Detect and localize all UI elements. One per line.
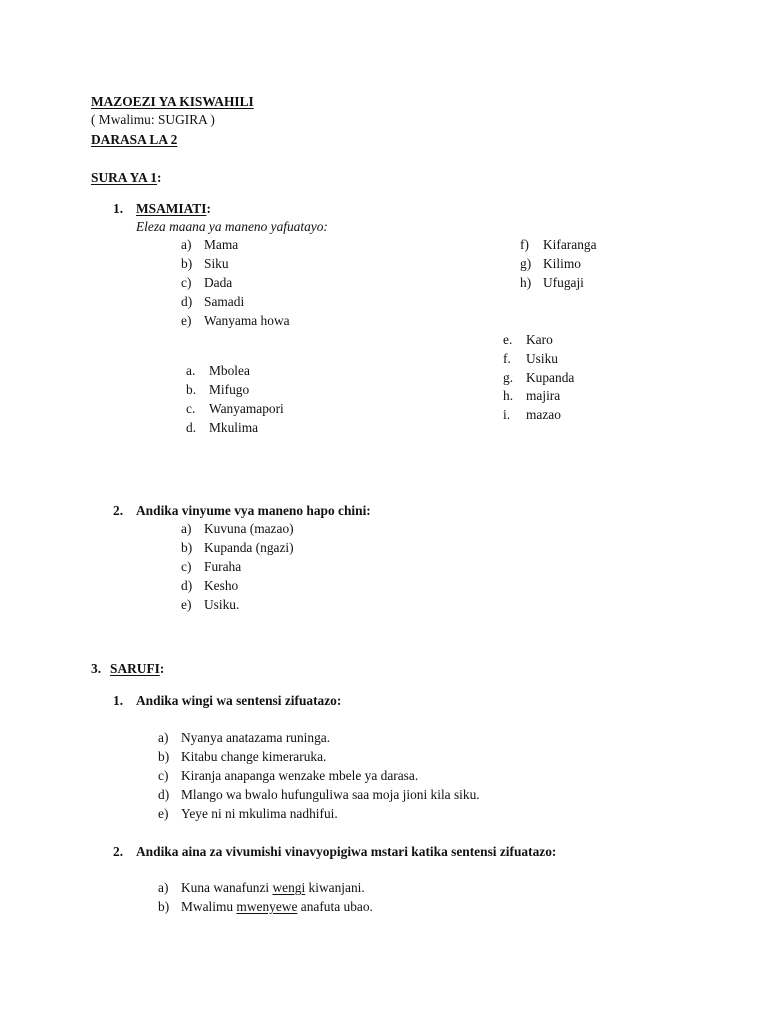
q3-colon: :: [159, 661, 165, 676]
item-text: Kifaranga: [543, 237, 597, 252]
q3-sub2-number: 2.: [113, 844, 124, 859]
item-text: Nyanya anatazama runinga.: [181, 730, 331, 745]
item-label: b.: [186, 382, 197, 397]
item-label: a): [181, 237, 192, 252]
item-label: e): [181, 313, 192, 328]
item-text: Mama: [204, 237, 239, 252]
item-label: f.: [503, 351, 511, 366]
item-sentence: [181, 879, 365, 897]
underlined-adjective: mwenyewe: [236, 899, 298, 914]
underlined-adjective: wengi: [272, 880, 306, 895]
item-label: g.: [503, 370, 514, 385]
item-text: Ufugaji: [543, 275, 584, 290]
item-text: Kiranja anapanga wenzake mbele ya darasa.: [181, 768, 419, 783]
item-label: e): [181, 597, 192, 612]
item-text: Mifugo: [209, 382, 250, 397]
q3-title: SARUFI: [110, 661, 160, 676]
chapter-colon: :: [156, 170, 162, 185]
item-text: Yeye ni ni mkulima nadhifui.: [181, 806, 338, 821]
class-label: DARASA LA 2: [91, 132, 178, 147]
q2-number: 2.: [113, 503, 124, 518]
item-label: i.: [503, 407, 511, 422]
item-label: a): [181, 521, 192, 536]
sentence-after: kiwanjani.: [305, 880, 365, 895]
item-label: b): [181, 540, 193, 555]
item-label: h): [520, 275, 532, 290]
sentence-after: anafuta ubao.: [297, 899, 373, 914]
item-label: a): [158, 880, 169, 895]
item-text: Kuvuna (mazao): [204, 521, 294, 536]
item-label: a): [158, 730, 169, 745]
chapter-label: SURA YA 1: [91, 170, 157, 185]
item-text: Kilimo: [543, 256, 581, 271]
item-label: c): [181, 559, 192, 574]
item-text: Usiku: [526, 351, 558, 366]
item-text: Wanyamapori: [209, 401, 284, 416]
teacher-name: ( Mwalimu: SUGIRA ): [91, 112, 215, 127]
item-text: Samadi: [204, 294, 245, 309]
item-text: Mkulima: [209, 420, 259, 435]
item-label: d): [181, 294, 193, 309]
q3-sub2-title: Andika aina za vivumishi vinavyopigiwa mstari katika sentensi zifuatazo:: [136, 844, 557, 859]
item-text: Siku: [204, 256, 229, 271]
item-text: Dada: [204, 275, 233, 290]
item-label: d): [158, 787, 170, 802]
q1-title: MSAMIATI: [136, 201, 207, 216]
item-text: Karo: [526, 332, 553, 347]
q1-heading: [136, 200, 211, 218]
q1-colon: :: [206, 201, 211, 216]
item-label: b): [181, 256, 193, 271]
item-text: Kesho: [204, 578, 239, 593]
item-label: e.: [503, 332, 513, 347]
item-text: Wanyama howa: [204, 313, 290, 328]
sentence-before: Mwalimu: [181, 899, 237, 914]
document-title: MAZOEZI YA KISWAHILI: [91, 94, 254, 109]
q1-number: 1.: [113, 201, 124, 216]
item-label: c.: [186, 401, 196, 416]
item-text: majira: [526, 388, 561, 403]
item-text: Usiku.: [204, 597, 240, 612]
item-label: a.: [186, 363, 196, 378]
item-text: Kitabu change kimeraruka.: [181, 749, 327, 764]
item-text: mazao: [526, 407, 561, 422]
q3-sub1-title: Andika wingi wa sentensi zifuatazo:: [136, 693, 342, 708]
item-label: d.: [186, 420, 197, 435]
item-label: g): [520, 256, 532, 271]
item-label: b): [158, 899, 170, 914]
item-text: Kupanda (ngazi): [204, 540, 294, 555]
item-text: Furaha: [204, 559, 242, 574]
item-label: c): [181, 275, 192, 290]
q3-number: 3.: [91, 661, 102, 676]
item-sentence: [181, 898, 373, 916]
item-label: b): [158, 749, 170, 764]
item-text: Mlango wa bwalo hufunguliwa saa moja jioni kila siku.: [181, 787, 480, 802]
item-label: c): [158, 768, 169, 783]
item-label: f): [520, 237, 529, 252]
item-text: Mbolea: [209, 363, 250, 378]
chapter-heading: [91, 169, 161, 187]
q3-sub1-number: 1.: [113, 693, 124, 708]
item-text: Kupanda: [526, 370, 575, 385]
item-label: h.: [503, 388, 514, 403]
q1-instruction: Eleza maana ya maneno yafuatayo:: [136, 219, 328, 234]
sentence-before: Kuna wanafunzi: [181, 880, 273, 895]
q3-heading: [110, 660, 164, 678]
item-label: e): [158, 806, 169, 821]
q2-title: Andika vinyume vya maneno hapo chini:: [136, 503, 371, 518]
item-label: d): [181, 578, 193, 593]
